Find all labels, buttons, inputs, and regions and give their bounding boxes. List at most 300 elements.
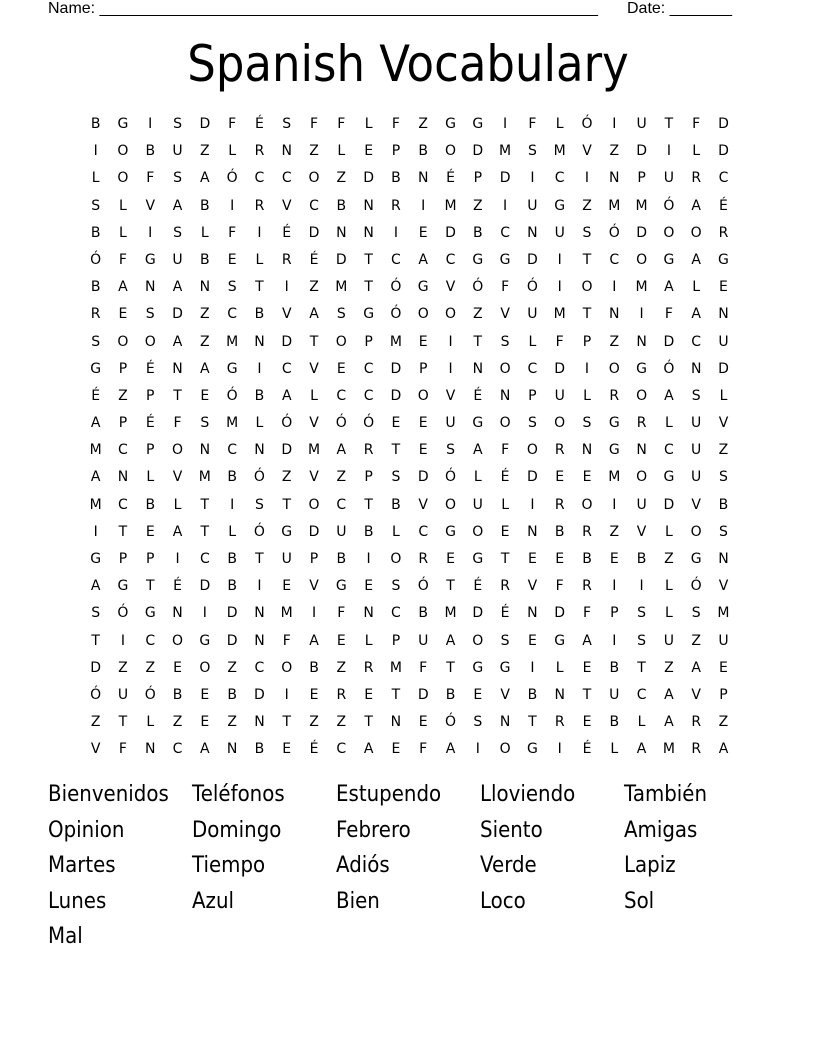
grid-letter: L <box>255 415 264 432</box>
grid-letter: F <box>173 415 182 432</box>
grid-letter: B <box>145 496 156 513</box>
grid-letter: I <box>639 306 644 323</box>
grid-letter: N <box>690 360 702 377</box>
grid-letter: B <box>609 714 620 731</box>
grid-letter: L <box>664 415 673 432</box>
grid-letter: F <box>146 170 155 187</box>
grid-row <box>82 249 737 276</box>
grid-letter: E <box>282 578 292 595</box>
grid-row <box>82 657 737 684</box>
grid-letter: D <box>472 605 484 622</box>
grid-letter: L <box>337 143 346 160</box>
grid-letter: D <box>363 170 374 187</box>
grid-letter: A <box>118 279 128 296</box>
grid-letter: O <box>608 360 620 377</box>
grid-letter: L <box>91 170 100 187</box>
grid-letter: G <box>554 632 566 649</box>
grid-letter: S <box>446 442 455 459</box>
grid-letter: É <box>473 578 483 595</box>
grid-letter: R <box>90 306 101 323</box>
grid-letter: L <box>310 387 318 404</box>
grid-letter: N <box>499 387 511 404</box>
grid-letter: B <box>445 686 456 703</box>
grid-letter: B <box>227 469 237 486</box>
grid-letter: Z <box>336 714 347 731</box>
grid-letter: T <box>91 632 100 649</box>
grid-letter: L <box>637 714 646 731</box>
grid-letter: U <box>336 523 347 540</box>
grid-letter: N <box>254 442 265 459</box>
grid-letter: C <box>445 251 456 268</box>
name-field-label: Name: ________________________________________________________ <box>48 0 598 17</box>
grid-letter: I <box>257 360 262 377</box>
grid-letter: V <box>636 523 647 540</box>
grid-letter: S <box>582 415 592 432</box>
grid-letter: C <box>554 170 565 187</box>
grid-letter: N <box>554 686 565 703</box>
grid-letter: I <box>503 116 508 132</box>
grid-letter: U <box>527 197 538 214</box>
grid-letter: S <box>500 333 510 350</box>
grid-letter: E <box>200 686 210 703</box>
grid-letter: N <box>417 170 429 187</box>
grid-letter: P <box>473 170 483 187</box>
grid-letter: Z <box>200 143 210 160</box>
grid-row <box>82 602 737 629</box>
grid-letter: Ó <box>581 116 593 132</box>
grid-letter: G <box>445 116 456 132</box>
grid-letter: Ó <box>226 387 238 404</box>
grid-letter: V <box>500 306 510 323</box>
grid-letter: F <box>309 116 319 132</box>
grid-letter: R <box>691 170 702 187</box>
grid-row <box>82 466 737 493</box>
grid-letter: Z <box>281 469 292 486</box>
grid-letter: B <box>309 659 319 676</box>
grid-letter: N <box>254 632 265 649</box>
grid-letter: G <box>445 523 456 540</box>
grid-letter: N <box>718 306 729 323</box>
grid-letter: G <box>499 251 511 268</box>
grid-row <box>82 140 737 167</box>
grid-letter: Z <box>718 442 729 459</box>
grid-letter: Z <box>309 714 319 731</box>
grid-letter: U <box>718 333 729 350</box>
grid-letter: Ó <box>90 251 102 268</box>
grid-letter: I <box>284 686 289 703</box>
word-list-item: Lunes <box>48 888 107 914</box>
grid-letter: E <box>500 523 510 540</box>
grid-letter: Z <box>336 659 347 676</box>
grid-letter: F <box>118 741 127 758</box>
grid-letter: O <box>499 415 511 432</box>
grid-letter: E <box>200 714 210 731</box>
grid-letter: U <box>636 496 647 513</box>
grid-letter: B <box>336 197 347 214</box>
grid-letter: I <box>530 170 535 187</box>
grid-letter: T <box>255 551 264 567</box>
grid-letter: L <box>555 116 564 132</box>
grid-letter: N <box>145 741 156 758</box>
grid-letter: V <box>309 360 319 377</box>
grid-letter: E <box>446 551 455 567</box>
grid-letter: D <box>718 116 729 132</box>
grid-letter: Z <box>200 306 210 323</box>
grid-letter: B <box>90 116 101 132</box>
grid-letter: V <box>309 469 319 486</box>
word-list-item: Siento <box>480 817 543 843</box>
grid-letter: O <box>308 170 320 187</box>
grid-letter: T <box>255 279 264 296</box>
grid-letter: Z <box>664 551 674 567</box>
grid-letter: E <box>418 224 428 241</box>
grid-letter: C <box>118 496 128 513</box>
grid-letter: T <box>500 551 510 567</box>
grid-letter: T <box>118 523 128 540</box>
grid-letter: T <box>282 496 291 513</box>
grid-letter: O <box>472 523 484 540</box>
grid-letter: D <box>527 469 538 486</box>
grid-letter: V <box>309 415 319 432</box>
grid-letter: M <box>499 143 512 160</box>
grid-letter: D <box>281 442 293 459</box>
grid-letter: E <box>336 632 346 649</box>
grid-letter: É <box>446 170 455 187</box>
grid-row <box>82 548 737 575</box>
grid-letter: O <box>199 659 211 676</box>
grid-letter: I <box>612 116 617 132</box>
grid-letter: M <box>635 197 648 214</box>
grid-letter: É <box>282 224 292 241</box>
grid-letter: É <box>145 360 155 377</box>
grid-letter: Z <box>118 387 128 404</box>
grid-letter: I <box>93 523 98 540</box>
grid-row <box>82 412 737 439</box>
grid-letter: O <box>444 143 457 160</box>
grid-letter: F <box>501 442 510 459</box>
grid-letter: G <box>281 523 293 540</box>
grid-letter: O <box>444 496 457 513</box>
grid-letter: T <box>582 686 592 703</box>
grid-letter: Ó <box>390 306 402 323</box>
grid-letter: T <box>446 659 455 676</box>
grid-letter: A <box>664 387 674 404</box>
grid-letter: O <box>172 632 184 649</box>
grid-letter: G <box>663 251 675 268</box>
grid-letter: A <box>200 360 210 377</box>
grid-letter: T <box>200 523 210 540</box>
grid-letter: M <box>553 306 566 323</box>
grid-letter: M <box>226 333 239 350</box>
grid-letter: F <box>501 279 510 296</box>
grid-letter: É <box>145 415 155 432</box>
grid-letter: B <box>582 551 592 567</box>
word-list-item: Adiós <box>336 853 390 878</box>
grid-letter: I <box>584 170 590 187</box>
grid-letter: D <box>335 251 347 268</box>
grid-letter: A <box>691 659 701 676</box>
grid-letter: A <box>445 741 456 758</box>
grid-letter: S <box>719 523 728 540</box>
grid-letter: F <box>555 578 564 595</box>
grid-letter: D <box>417 469 429 486</box>
grid-letter: R <box>691 741 702 758</box>
grid-letter: O <box>663 224 675 241</box>
grid-letter: E <box>719 659 728 676</box>
grid-letter: M <box>553 143 566 160</box>
grid-letter: G <box>144 605 156 622</box>
grid-letter: I <box>120 632 126 649</box>
grid-letter: G <box>335 578 347 595</box>
grid-letter: E <box>418 333 428 350</box>
grid-letter: G <box>226 360 238 377</box>
grid-letter: V <box>145 197 156 214</box>
grid-letter: R <box>363 442 374 459</box>
grid-letter: N <box>581 442 593 459</box>
grid-letter: L <box>146 714 155 731</box>
grid-letter: M <box>717 605 730 622</box>
grid-letter: D <box>390 387 402 404</box>
grid-letter: F <box>419 659 428 676</box>
word-list <box>48 779 768 957</box>
grid-letter: G <box>90 360 102 377</box>
grid-letter: I <box>557 251 562 268</box>
grid-letter: C <box>391 605 401 622</box>
grid-letter: D <box>554 360 566 377</box>
grid-letter: C <box>418 523 429 540</box>
grid-letter: N <box>609 306 620 323</box>
grid-letter: D <box>226 632 238 649</box>
grid-letter: Ó <box>226 170 238 187</box>
grid-letter: Ó <box>444 469 457 486</box>
grid-letter: L <box>664 578 673 595</box>
grid-letter: D <box>554 605 566 622</box>
grid-letter: G <box>199 632 211 649</box>
grid-letter: C <box>336 741 347 758</box>
grid-letter: I <box>612 578 617 595</box>
grid-letter: P <box>309 551 319 567</box>
grid-letter: B <box>636 551 647 567</box>
grid-letter: E <box>336 360 346 377</box>
grid-letter: I <box>230 496 235 513</box>
grid-row <box>82 684 737 711</box>
grid-row <box>82 494 737 521</box>
grid-letter: E <box>364 686 374 703</box>
grid-letter: D <box>417 686 429 703</box>
grid-letter: É <box>582 741 592 758</box>
grid-letter: A <box>691 197 701 214</box>
grid-letter: A <box>473 442 483 459</box>
grid-letter: N <box>527 523 538 540</box>
grid-letter: B <box>227 686 237 703</box>
grid-letter: Ó <box>390 279 402 296</box>
grid-letter: É <box>173 578 182 595</box>
grid-row <box>82 276 737 303</box>
grid-letter: E <box>391 741 401 758</box>
grid-letter: R <box>554 496 565 513</box>
word-list-item: Azul <box>192 888 234 914</box>
grid-letter: U <box>636 116 647 132</box>
grid-letter: B <box>473 224 483 241</box>
grid-letter: F <box>391 116 400 132</box>
grid-letter: F <box>337 116 346 132</box>
grid-letter: O <box>172 442 184 459</box>
grid-letter: T <box>173 387 182 404</box>
grid-letter: O <box>390 551 402 567</box>
grid-letter: M <box>226 415 239 432</box>
grid-letter: G <box>117 116 129 132</box>
grid-letter: Z <box>90 714 101 731</box>
grid-letter: T <box>582 251 592 268</box>
grid-letter: S <box>391 578 401 595</box>
grid-letter: P <box>364 469 373 486</box>
word-list-item: Verde <box>480 853 537 878</box>
grid-letter: Ó <box>608 224 620 241</box>
grid-letter: I <box>148 224 153 241</box>
grid-letter: Z <box>227 714 237 731</box>
grid-letter: N <box>281 143 292 160</box>
grid-row <box>82 195 737 222</box>
grid-letter: U <box>718 632 729 649</box>
grid-letter: L <box>528 333 537 350</box>
grid-letter: M <box>389 333 402 350</box>
grid-letter: D <box>308 224 320 241</box>
grid-letter: S <box>91 197 101 214</box>
grid-letter: G <box>636 360 648 377</box>
grid-letter: S <box>719 469 728 486</box>
grid-row <box>82 222 737 249</box>
grid-letter: O <box>117 170 129 187</box>
grid-letter: D <box>636 143 647 160</box>
grid-letter: N <box>172 605 183 622</box>
grid-letter: Ó <box>363 415 375 432</box>
grid-letter: B <box>527 686 538 703</box>
grid-letter: E <box>527 551 537 567</box>
grid-letter: A <box>90 415 101 432</box>
grid-letter: N <box>527 605 538 622</box>
grid-letter: F <box>228 224 237 241</box>
grid-letter: A <box>309 632 319 649</box>
grid-letter: A <box>172 523 183 540</box>
grid-letter: I <box>612 279 617 296</box>
grid-letter: B <box>609 659 620 676</box>
grid-letter: B <box>554 523 565 540</box>
grid-letter: R <box>582 578 592 595</box>
grid-letter: Z <box>718 714 729 731</box>
grid-row <box>82 439 737 466</box>
grid-letter: G <box>499 659 511 676</box>
grid-letter: Z <box>227 659 237 676</box>
grid-letter: G <box>690 551 702 567</box>
grid-row <box>82 113 737 140</box>
grid-letter: P <box>146 387 155 404</box>
grid-letter: S <box>473 714 483 731</box>
grid-row <box>82 575 737 602</box>
grid-letter: N <box>363 224 374 241</box>
grid-letter: E <box>418 442 428 459</box>
grid-letter: N <box>527 224 538 241</box>
grid-letter: T <box>200 496 210 513</box>
grid-letter: F <box>555 333 564 350</box>
grid-letter: Z <box>609 333 620 350</box>
word-list-item: Febrero <box>336 817 411 843</box>
grid-letter: E <box>364 143 374 160</box>
grid-letter: D <box>90 659 102 676</box>
grid-letter: É <box>500 469 510 486</box>
grid-row <box>82 167 737 194</box>
grid-letter: B <box>418 605 429 622</box>
grid-letter: C <box>663 442 674 459</box>
header-line <box>48 0 748 20</box>
grid-letter: I <box>557 279 562 296</box>
grid-letter: S <box>282 116 292 132</box>
grid-letter: F <box>228 116 237 132</box>
grid-letter: R <box>363 659 374 676</box>
grid-letter: R <box>254 143 265 160</box>
grid-letter: A <box>718 741 729 758</box>
grid-letter: C <box>254 659 265 676</box>
grid-letter: C <box>199 551 210 567</box>
grid-letter: Ó <box>253 469 265 486</box>
grid-letter: É <box>473 387 483 404</box>
grid-letter: Z <box>582 197 592 214</box>
grid-letter: O <box>417 387 429 404</box>
grid-letter: I <box>311 605 317 622</box>
grid-letter: I <box>639 578 644 595</box>
grid-letter: S <box>500 632 510 649</box>
grid-row <box>82 711 737 738</box>
grid-letter: L <box>392 523 400 540</box>
grid-letter: G <box>663 469 675 486</box>
grid-letter: E <box>309 686 319 703</box>
grid-letter: Ó <box>663 197 675 214</box>
word-list-item: Lapiz <box>624 853 676 878</box>
grid-letter: T <box>364 496 373 513</box>
grid-letter: Z <box>309 143 319 160</box>
grid-letter: L <box>583 387 591 404</box>
grid-letter: A <box>582 632 592 649</box>
grid-letter: T <box>364 279 373 296</box>
grid-letter: Ó <box>253 523 265 540</box>
grid-letter: M <box>608 469 621 486</box>
grid-letter: O <box>690 224 702 241</box>
grid-letter: G <box>144 251 156 268</box>
grid-letter: N <box>636 442 647 459</box>
grid-letter: U <box>117 686 129 703</box>
grid-letter: L <box>664 605 673 622</box>
grid-letter: S <box>391 469 401 486</box>
grid-letter: N <box>226 741 238 758</box>
grid-letter: C <box>336 387 347 404</box>
word-list-item: Martes <box>48 853 116 878</box>
grid-letter: R <box>500 578 510 595</box>
grid-letter: U <box>527 306 538 323</box>
grid-letter: F <box>118 251 127 268</box>
word-list-item: Bienvenidos <box>48 782 169 807</box>
grid-letter: Z <box>473 197 483 214</box>
grid-letter: A <box>691 251 701 268</box>
grid-letter: F <box>692 116 701 132</box>
grid-letter: Z <box>609 523 620 540</box>
grid-letter: Ó <box>417 578 429 595</box>
grid-letter: U <box>691 442 702 459</box>
grid-letter: C <box>309 197 319 214</box>
grid-letter: G <box>472 659 484 676</box>
grid-letter: V <box>500 686 510 703</box>
grid-letter: T <box>145 578 155 595</box>
grid-letter: Z <box>309 279 319 296</box>
grid-row <box>82 521 737 548</box>
